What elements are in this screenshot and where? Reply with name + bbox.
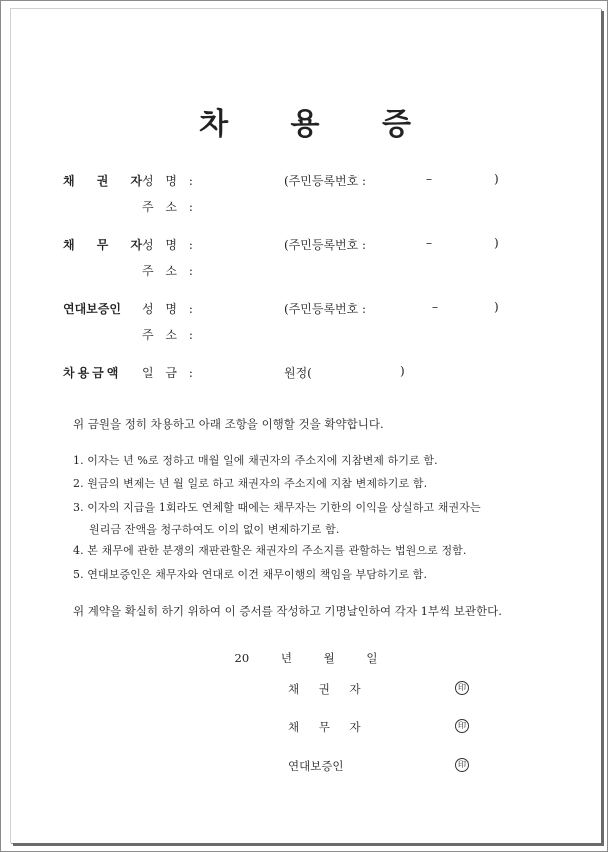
debtor-name-label: 성 명 : [142,238,197,252]
title-char: 용 [290,107,322,142]
signature-creditor: 채 권 자 [288,682,369,696]
date-month: 월 [323,651,335,665]
id-close: ) [494,236,499,250]
document-title [11,99,601,143]
id-label: (주민등록번호 : [284,302,367,316]
creditor-name-label: 성 명 : [142,174,197,188]
amount-unit-text: 원정( [284,366,312,380]
amount-close: ) [400,364,405,378]
guarantor-address-label: 주 소 : [142,328,197,342]
clause-1: 1. 이자는 년 %로 정하고 매월 일에 채권자의 주소지에 지참변제 하기로 함. [73,454,438,467]
debtor-address-label: 주 소 : [142,264,197,278]
intro-paragraph: 위 금원을 정히 차용하고 아래 조항을 이행할 것을 확약합니다. [73,417,384,431]
id-label: (주민등록번호 : [284,174,367,188]
amount-label: 일 금 : [142,366,197,380]
date-day: 일 [366,651,378,665]
seal-icon: 印 [455,758,469,772]
id-dash: – [432,300,438,314]
id-dash: – [426,172,432,186]
seal-icon: 印 [455,681,469,695]
creditor-address-label: 주 소 : [142,200,197,214]
seal-icon: 印 [455,719,469,733]
closing-paragraph: 위 계약을 확실히 하기 위하여 이 증서를 작성하고 기명날인하여 각자 1부씩 보관한다. [73,604,502,618]
clause-3-text: 3. 이자의 지급을 1회라도 연체할 때에는 채무자는 기한의 이익을 상실하고 채권자는 [73,501,481,514]
clause-5: 5. 연대보증인은 채무자와 연대로 이건 채무이행의 책임을 부담하기로 함. [73,568,428,581]
id-dash: – [426,236,432,250]
clause-4: 4. 본 채무에 관한 분쟁의 재판관할은 채권자의 주소지를 관할하는 법원으로 정함. [73,544,467,557]
clause-2: 2. 원금의 변제는 년 월 일로 하고 채권자의 주소지에 지참 변제하기로 함. [73,477,428,490]
creditor-role: 채 권 자 [63,174,152,188]
clause-3-continuation: 원리금 잔액을 청구하여도 이의 없이 변제하기로 함. [89,523,340,536]
id-label: (주민등록번호 : [284,238,367,252]
date-year: 년 [280,651,292,665]
date-year-prefix: 20 [234,651,250,665]
signature-debtor: 채 무 자 [288,720,369,734]
debtor-id [284,236,499,253]
amount-unit [284,364,405,381]
document-page [10,8,601,843]
guarantor-id [284,300,499,317]
debtor-role: 채 무 자 [63,238,152,252]
guarantor-role: 연대보증인 [63,302,121,316]
title-char: 차 [199,107,231,142]
amount-role: 차용금액 [63,366,122,380]
id-close: ) [494,172,499,186]
guarantor-name-label: 성 명 : [142,302,197,316]
title-char: 증 [381,107,413,142]
date-line [11,650,601,666]
signature-guarantor: 연대보증인 [288,759,344,773]
id-close: ) [494,300,499,314]
creditor-id [284,172,499,189]
clause-3 [73,499,573,537]
